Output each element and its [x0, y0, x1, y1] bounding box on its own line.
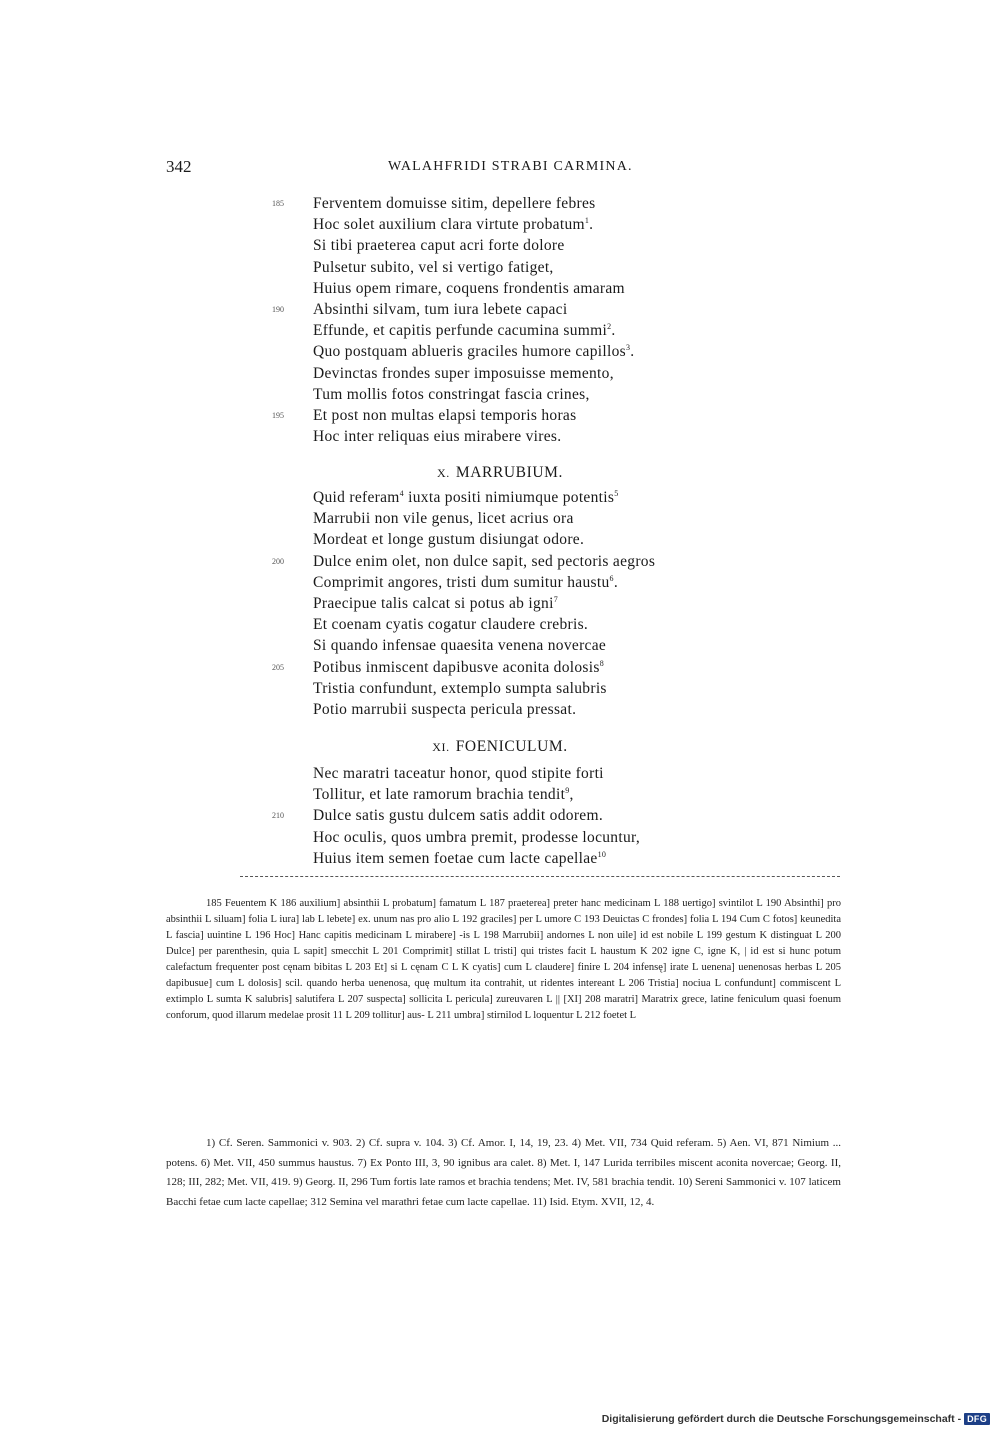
- section-x-numeral: X.: [436, 466, 450, 480]
- verse-line: Dulce enim olet, non dulce sapit, sed pectoris aegros: [313, 552, 656, 570]
- footnote-ref: 1: [584, 216, 590, 226]
- footnote-divider: [240, 876, 840, 877]
- verse-line: Huius opem rimare, coquens frondentis amaram: [313, 279, 625, 297]
- running-title: WALAHFRIDI STRABI CARMINA.: [388, 159, 633, 174]
- source-notes: [166, 1134, 841, 1212]
- verse-line: Si tibi praeterea caput acri forte dolore: [313, 237, 565, 255]
- footnote-ref: 5: [614, 489, 619, 498]
- line-number: 190: [272, 305, 284, 314]
- verse-line: Et post non multas elapsi temporis horas: [313, 407, 577, 424]
- dfg-credit: [602, 1412, 990, 1426]
- footnote-ref: 2: [607, 322, 612, 332]
- verse-line: Praecipue talis calcat si potus ab igni$^7$: [313, 595, 559, 612]
- footnote-ref: 10: [597, 849, 607, 859]
- verse-line: Effunde, et capitis perfunde cacumina summi$^2$.: [313, 322, 616, 340]
- section-xi-heading: [0, 738, 1000, 756]
- dfg-credit-text: Digitalisierung gefördert durch die Deutsche Forschungsgemeinschaft -: [601, 1413, 962, 1425]
- footnote-ref: 9: [565, 786, 570, 796]
- verse-line: Pulsetur subito, vel si vertigo fatiget,: [313, 258, 554, 276]
- verse-line: Quid referam$^4$ iuxta positi nimiumque potentis$^5$: [313, 489, 619, 506]
- section-x-heading: [0, 464, 1000, 482]
- verse-line: Marrubii non vile genus, licet acrius ora: [313, 510, 574, 528]
- page-header: [0, 157, 1000, 181]
- section-x-title: MARRUBIUM.: [455, 464, 564, 481]
- verse-line: Hoc oculis, quos umbra premit, prodesse locuntur,: [313, 828, 641, 846]
- verse-line: Hoc solet auxilium clara virtute probatum$^1$.: [313, 216, 594, 234]
- verse-line: Et coenam cyatis cogatur claudere crebris.: [313, 616, 589, 634]
- section-xi-title: FOENICULUM.: [455, 738, 568, 755]
- verse-line: Tum mollis fotos constringat fascia crines,: [313, 385, 590, 403]
- section-xi-numeral: XI.: [432, 740, 450, 754]
- footnote-ref: 3: [625, 343, 631, 353]
- line-number: 195: [272, 411, 284, 420]
- footnote-ref: 8: [599, 658, 605, 668]
- apparatus-text: 185 Feuentem K 186 auxilium] absinthii L probatum] famatum L 187 praeterea] preter hanc medicinam L 188 uertigo] svintilot L 190 Absinthi] pro absinthii L siluam] folia L iura] lab L lebete] ex. unum nas pro alio L 192 graciles] per L umore C 193 Deuictas C frondes] folia L 194 Cum C fotos] keunedita L fascia] uuintine L 196 Hoc] Hanc capitis medicinam L mirabere] -is L 198 Marrubii] andornes L non uile] id est nobile L 199 gestum K distinguat L 200 Dulce] per parenthesin, quia L sapit] smecchit L 201 Comprimit] stillat L tristi] qui tristes facit L haustum K 202 igne C, igne K, | id est si hunc potum calefactum frequenter post cęnam bibitas L 203 Et] si L cęnam C L K cyatis] cum L claudere] finire L 204 infensę] irate L uenena] uenenosas herbas L 205 dapibusue] cum L dolosis] scil. quando herba uenenosa, quę multum ita contrahit, ut ridentes intereant L 206 Tristia] nociua L confundunt] commiscent L extimplo L sumta K salubris] salutifera L 207 suspecta] sollicita L pericula] zureuvaren L || [XI] 208 maratri] Maratrix grece, latine feniculum quasi foenum conforum, quod illarum medelae prosit 11 L 209 tollitur] aus- L 211 umbra] stirnilod L loquentur L 212 foetet L: [166, 898, 841, 1021]
- verse-line: Si quando infensae quaesita venena novercae: [313, 637, 607, 655]
- verse-line: Mordeat et longe gustum disiungat odore.: [313, 531, 585, 549]
- dfg-logo: DFG: [964, 1413, 990, 1425]
- notes-text: 1) Cf. Seren. Sammonici v. 903. 2) Cf. supra v. 104. 3) Cf. Amor. I, 14, 19, 23. 4) Met. VII, 734 Quid referam. 5) Aen. VI, 871 Nimium ... potens. 6) Met. VII, 450 summus haustus. 7) Ex Ponto III, 3, 90 ignibus ara calet. 8) Met. I, 147 Lurida terribiles miscent aconita novercae; Georg. II, 128; III, 282; Met. VII, 419. 9) Georg. II, 296 Tum fortis late ramos et brachia tendens; Met. IV, 581 brachia tendit. 10) Sereni Sammonici v. 107 laticem Bacchi fetae cum lacte capellae; 312 Semina vel marathri fetae cum lacte capellae. 11) Isid. Etym. XVII, 12, 4.: [166, 1137, 841, 1208]
- verse-line: Absinthi silvam, tum iura lebete capaci: [313, 301, 568, 318]
- verse-line: Tristia confundunt, extemplo sumpta salubris: [313, 679, 607, 697]
- verse-line: Huius item semen foetae cum lacte capellae$^{10}$: [313, 849, 607, 867]
- verse-line: Quo postquam ablueris graciles humore capillos$^3$.: [313, 343, 635, 361]
- verse-line: Potibus inmiscent dapibusve aconita dolosis$^8$: [313, 658, 605, 676]
- verse-line: Comprimit angores, tristi dum sumitur haustu$^6$.: [313, 573, 618, 591]
- verse-line: Tollitur, et late ramorum brachia tendit$^9$,: [313, 786, 574, 804]
- verse-line: Nec maratri taceatur honor, quod stipite forti: [313, 765, 604, 782]
- verse-line: Ferventem domuisse sitim, depellere febres: [313, 195, 596, 212]
- line-number: 210: [272, 811, 284, 821]
- footnote-ref: 6: [609, 573, 614, 583]
- line-number: 200: [272, 556, 284, 566]
- footnote-ref: 4: [399, 489, 404, 498]
- critical-apparatus: [166, 896, 841, 1024]
- line-number: 185: [272, 199, 284, 208]
- page-number: 342: [166, 157, 192, 176]
- verse-line: Potio marrubii suspecta pericula pressat.: [313, 701, 577, 718]
- line-number: 205: [272, 662, 284, 672]
- verse-line: Dulce satis gustu dulcem satis addit odorem.: [313, 807, 603, 825]
- verse-line: Hoc inter reliquas eius mirabere vires.: [313, 428, 562, 446]
- footnote-ref: 7: [553, 595, 559, 604]
- verse-line: Devinctas frondes super imposuisse memento,: [313, 364, 614, 382]
